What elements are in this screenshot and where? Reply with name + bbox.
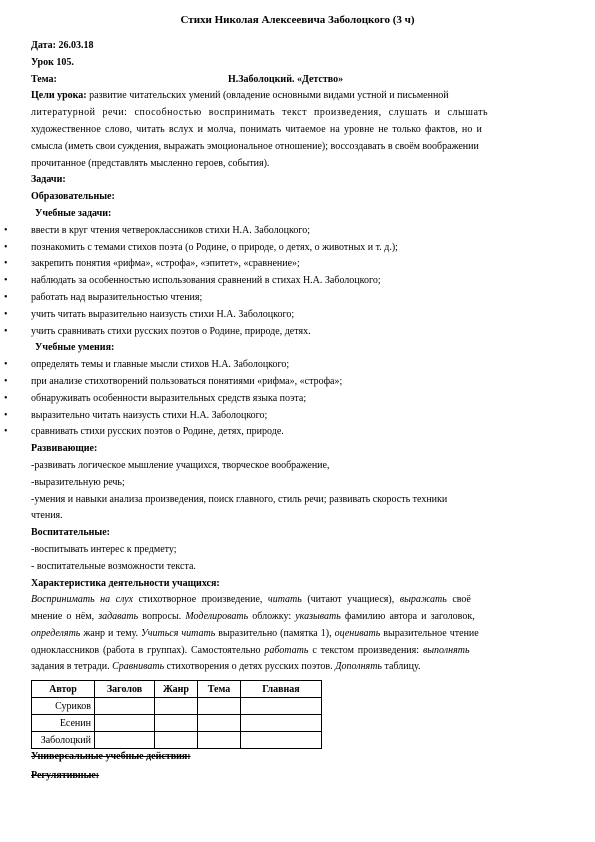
italic-run: задавать bbox=[98, 611, 139, 623]
italic-run: выражать bbox=[399, 594, 447, 606]
text-run: с текстом произведения: bbox=[308, 644, 423, 656]
text-run: обложку: bbox=[248, 611, 296, 623]
table-row bbox=[32, 715, 322, 732]
table-header-cell: Жанр bbox=[155, 681, 198, 698]
learning-tasks-list bbox=[31, 223, 559, 341]
text-run: задания в тетради. bbox=[31, 661, 113, 673]
text-run: выразительное чтение bbox=[380, 627, 479, 639]
activity-paragraph bbox=[31, 592, 559, 676]
developing-line: чтения. bbox=[31, 510, 63, 522]
lesson-line: Урок 105. bbox=[31, 56, 74, 68]
document-body bbox=[31, 38, 559, 785]
table-cell-author: Суриков bbox=[32, 698, 95, 715]
text-run: (читают учащиеся), bbox=[301, 594, 400, 606]
italic-run: Дополнять bbox=[335, 661, 382, 673]
table-cell bbox=[198, 715, 241, 732]
text-run: своё bbox=[446, 594, 471, 606]
list-item: • учить сравнивать стихи русских поэтов о Родине, природе, детях. bbox=[31, 324, 559, 341]
text-run: жанр и тему. bbox=[80, 627, 142, 639]
italic-run: Моделировать bbox=[185, 611, 249, 623]
table-cell bbox=[155, 715, 198, 732]
developing-line: -выразительную речь; bbox=[31, 476, 125, 488]
table-header-row bbox=[32, 681, 322, 698]
table-cell bbox=[95, 698, 155, 715]
list-item: • ввести в круг чтения четвероклассников стихи Н.А. Заболоцкого; bbox=[31, 223, 559, 240]
goals-line bbox=[31, 88, 559, 105]
list-item: • при анализе стихотворений пользоваться понятиями «рифма», «строфа»; bbox=[31, 374, 559, 391]
table-cell bbox=[241, 715, 322, 732]
table-header-cell: Главная bbox=[241, 681, 322, 698]
activity-line bbox=[31, 609, 559, 626]
theme-label: Тема: bbox=[31, 73, 57, 85]
table-row bbox=[32, 698, 322, 715]
learning-skills-list bbox=[31, 357, 559, 441]
developing-line: -умения и навыки анализа произведения, поиск главного, стиль речи; развивать скорость техники bbox=[31, 493, 448, 505]
table-cell bbox=[241, 732, 322, 749]
goals-label: Цели урока: bbox=[31, 90, 87, 102]
italic-run: работать bbox=[264, 644, 309, 656]
table-cell-author: Есенин bbox=[32, 715, 95, 732]
italic-run: Учиться читать bbox=[141, 627, 216, 639]
goals-text: развитие читательских умений (овладение основными видами устной и письменной bbox=[86, 90, 449, 102]
upbringing-line: - воспитательные возможности текста. bbox=[31, 560, 196, 572]
goals-line: смысла (иметь свои суждения, выражать эмоциональное отношение); воссоздавать в своём воображении bbox=[31, 140, 479, 152]
italic-run: выполнять bbox=[422, 644, 470, 656]
italic-run: Сравнивать bbox=[112, 661, 165, 673]
table-cell bbox=[95, 715, 155, 732]
italic-run: читать bbox=[267, 594, 302, 606]
educational-heading: Образовательные: bbox=[31, 191, 115, 203]
goals-paragraph bbox=[31, 88, 559, 172]
upbringing-heading: Воспитательные: bbox=[31, 527, 110, 539]
list-item: • выразительно читать наизусть стихи Н.А. Заболоцкого; bbox=[31, 408, 559, 425]
theme-value: Н.Заболоцкий. «Детство» bbox=[228, 73, 344, 85]
text-run: мнение о нём, bbox=[31, 611, 99, 623]
developing-heading: Развивающие: bbox=[31, 443, 98, 455]
table-header-cell: Заголов bbox=[95, 681, 155, 698]
theme-row bbox=[31, 72, 559, 89]
goals-line: прочитанное (представлять мысленно героев, события). bbox=[31, 157, 270, 169]
table-cell-author: Заболоцкий bbox=[32, 732, 95, 749]
activity-line bbox=[31, 592, 559, 609]
activity-line bbox=[31, 643, 559, 660]
table-cell bbox=[198, 732, 241, 749]
list-item: • наблюдать за особенностью использования сравнений в стихах Н.А. Заболоцкого; bbox=[31, 273, 559, 290]
table-cell bbox=[95, 732, 155, 749]
list-item: • обнаруживать особенности выразительных средств языка поэта; bbox=[31, 391, 559, 408]
table-cell bbox=[241, 698, 322, 715]
universal-heading: Универсальные учебные действия: bbox=[31, 751, 191, 763]
activity-heading: Характеристика деятельности учащихся: bbox=[31, 577, 220, 589]
list-item: • познакомить с темами стихов поэта (о Родине, о природе, о детях, о животных и т. д.); bbox=[31, 240, 559, 257]
tasks-heading: Задачи: bbox=[31, 174, 66, 186]
table-row bbox=[32, 732, 322, 749]
table-cell bbox=[155, 732, 198, 749]
table-cell bbox=[198, 698, 241, 715]
page-title: Стихи Николая Алексеевича Заболоцкого (3 ч) bbox=[180, 14, 415, 26]
italic-run: указывать bbox=[295, 611, 341, 623]
learning-skills-heading: Учебные умения: bbox=[35, 342, 115, 354]
list-item: • учить читать выразительно наизусть стихи Н.А. Заболоцкого; bbox=[31, 307, 559, 324]
developing-line: -развивать логическое мышление учащихся, творческое воображение, bbox=[31, 459, 330, 471]
activity-line bbox=[31, 626, 559, 643]
activity-line bbox=[31, 659, 559, 676]
text-run: таблицу. bbox=[381, 661, 421, 673]
table-cell bbox=[155, 698, 198, 715]
text-run: стихотворное произведение, bbox=[133, 594, 268, 606]
italic-run: оценивать bbox=[334, 627, 381, 639]
table-header-cell: Тема bbox=[198, 681, 241, 698]
list-item: • сравнивать стихи русских поэтов о Родине, детях, природе. bbox=[31, 424, 559, 441]
comparison-table bbox=[31, 680, 322, 749]
list-item: • определять темы и главные мысли стихов Н.А. Заболоцкого; bbox=[31, 357, 559, 374]
italic-run: определять bbox=[31, 627, 81, 639]
date-line: Дата: 26.03.18 bbox=[31, 40, 94, 51]
text-run: стихотворения о детях русских поэтов. bbox=[164, 661, 336, 673]
italic-run: Воспринимать на слух bbox=[31, 594, 134, 606]
goals-line: художественное слово, читать вслух и молча, понимать читаемое на уровне не только фактов, но и bbox=[31, 123, 482, 135]
learning-tasks-heading: Учебные задачи: bbox=[35, 207, 112, 219]
list-item: • закрепить понятия «рифма», «строфа», «эпитет», «сравнение»; bbox=[31, 256, 559, 273]
text-run: вопросы. bbox=[138, 611, 186, 623]
upbringing-line: -воспитывать интерес к предмету; bbox=[31, 543, 177, 555]
text-run: выразительно (памятка 1), bbox=[215, 627, 335, 639]
regulatory-heading: Регулятивные: bbox=[31, 770, 100, 782]
text-run: одноклассников (работа в группах). Самостоятельно bbox=[31, 644, 265, 656]
text-run: фамилию автора и заголовок, bbox=[340, 611, 475, 623]
table-header-cell: Автор bbox=[32, 681, 95, 698]
goals-line: литературной речи: способностью воспринимать текст произведения, слушать и слышать bbox=[31, 107, 489, 119]
list-item: • работать над выразительностью чтения; bbox=[31, 290, 559, 307]
